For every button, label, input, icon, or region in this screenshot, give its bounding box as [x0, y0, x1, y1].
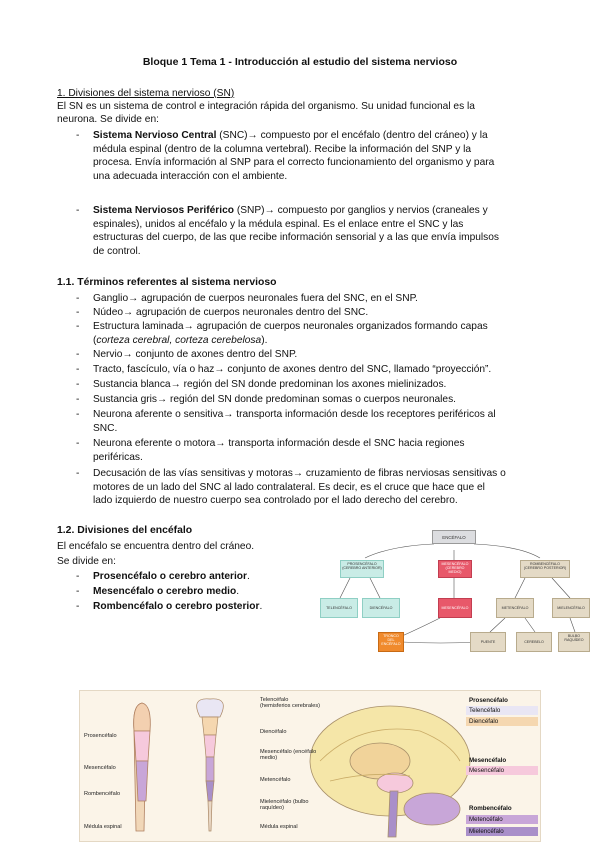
page-title: Bloque 1 Tema 1 - Introducción al estudio del sistema nervioso — [142, 56, 458, 68]
legend-prosencefalo: Prosencéfalo — [469, 697, 508, 704]
atlas-label: Mesencéfalo — [84, 765, 116, 771]
vesicle-mesencephalon — [204, 735, 216, 757]
term-sustancia-blanca: Sustancia blanca→ región del SN donde predominan los axones mielinizados. — [93, 379, 447, 390]
term-decusacion — [93, 467, 548, 508]
bullet-dash: - — [76, 364, 80, 375]
term-sustancia-gris: Sustancia gris→ región del SN donde predominan somas o cuerpos neuronales. — [93, 394, 456, 405]
flow-mielencefalo: MIELENCÉFALO — [552, 598, 590, 618]
connector — [402, 618, 440, 636]
bullet-dash: - — [76, 409, 80, 420]
term-line: lado izquierdo de nuestro cuerpo sea controlado por el lado derecho del cerebro. — [93, 495, 458, 507]
term-line: periféricas. — [93, 451, 143, 463]
term-nucleo: Núdeo→ agrupación de cuerpos neuronales dentro del SNC. — [93, 307, 369, 318]
bullet-dash: - — [76, 394, 80, 405]
snc-line: una adecuada interacción con el ambiente. — [93, 170, 288, 182]
legend-telencefalo: Telencéfalo — [466, 706, 538, 715]
vesicle-myelencephalon — [206, 781, 214, 801]
term-line: Neurona eferente o motora→ transporta información desde el SNC hacia regiones — [93, 438, 465, 449]
bullet-dash: - — [76, 438, 80, 449]
division-dot: . — [236, 586, 240, 597]
atlas-label: Prosencéfalo — [84, 733, 117, 739]
atlas-label: Mielencéfalo (bulbo raquídeo) — [260, 799, 309, 812]
tube-rhombencephalon — [136, 761, 148, 801]
snp-line: estructuras del cuerpo, de las que recibe información sensorial y a las que envía impulsos — [93, 232, 500, 244]
snp-definition — [93, 204, 548, 258]
term-line: Decusación de las vías sensitivas y motoras→ cruzamiento de fibras nerviosas sensitivas o — [93, 468, 506, 479]
section-1-2-heading: 1.2. Divisiones del encéfalo — [57, 525, 193, 536]
bullet-dash: - — [76, 379, 80, 390]
section-1-2-line: Se divide en: — [57, 556, 116, 567]
section-1-intro: El SN es un sistema de control e integración rápida del organismo. Su unidad funcional es la — [57, 101, 475, 112]
connector — [525, 618, 535, 632]
legend-metencefalo: Metencéfalo — [466, 815, 538, 824]
connector — [402, 642, 480, 643]
atlas-label: Diencéfalo — [260, 729, 287, 735]
division-name: Mesencéfalo o cerebro medio — [93, 586, 237, 597]
connector — [490, 618, 505, 632]
term-estructura-laminada — [93, 320, 548, 347]
flow-root: ENCÉFALO — [432, 530, 476, 544]
neural-tube — [134, 703, 151, 831]
bullet-dash: - — [76, 349, 80, 360]
connector — [552, 578, 570, 598]
section-1-intro-2: neurona. Se divide en: — [57, 114, 159, 125]
flow-rombencefalo: ROMBENCÉFALO (CEREBRO POSTERIOR) — [520, 560, 570, 578]
snc-line: médula espinal (dentro de la columna vertebral). Recibe la información del SNP y la — [93, 143, 472, 155]
flow-cerebelo: CEREBELO — [516, 632, 552, 652]
tube-mesencephalon — [134, 731, 150, 761]
legend-mesencefalo-sub: Mesencéfalo — [466, 766, 538, 775]
vesicle-metencephalon — [206, 757, 214, 781]
term-line: motores de un lado del SNC al lado contralateral. Es decir, es el cruce que hace que el — [93, 481, 485, 493]
connector — [474, 544, 540, 558]
flow-mesencefalo-sub: MESENCÉFALO — [438, 598, 472, 618]
atlas-label: Telencéfalo (hemisferios cerebrales) — [260, 697, 320, 710]
division-rombencefalo — [93, 600, 293, 614]
snc-term: Sistema Nervioso Central — [93, 130, 217, 141]
bullet-dash: - — [76, 307, 80, 318]
term-neurona-eferente — [93, 437, 548, 464]
division-mesencefalo — [93, 585, 293, 599]
brainstem — [388, 791, 398, 837]
snp-term: Sistema Nerviosos Periférico — [93, 205, 234, 216]
connector — [340, 578, 350, 598]
term-line: SNC. — [93, 422, 118, 434]
division-name: Prosencéfalo o cerebro anterior — [93, 571, 247, 582]
term-ganglio: Ganglio→ agrupación de cuerpos neuronales fuera del SNC, en el SNP. — [93, 293, 418, 304]
bullet-dash: - — [76, 586, 80, 597]
term-tracto: Tracto, fascículo, vía o haz→ conjunto de axones dentro del SNC, llamado “proyección”. — [93, 364, 492, 375]
flow-bulbo: BULBO RAQUÍDEO — [558, 632, 590, 652]
adult-brain — [310, 706, 470, 837]
bullet-dash: - — [76, 468, 80, 479]
term-examples: corteza cerebral, corteza cerebelosa — [96, 334, 262, 346]
snp-line: de control. — [93, 245, 141, 257]
legend-mielencefalo: Mielencéfalo — [466, 827, 538, 836]
flow-puente: PUENTE — [470, 632, 506, 652]
term-line: Neurona aferente o sensitiva→ transporta información desde los receptores periféricos al — [93, 409, 496, 420]
snc-definition — [93, 129, 548, 183]
vesicle-spinal-cord — [208, 801, 212, 831]
legend-diencefalo: Diencéfalo — [466, 717, 538, 726]
bullet-dash: - — [76, 293, 80, 304]
term-paren: ( — [93, 334, 97, 346]
atlas-label: Médula espinal — [260, 824, 298, 830]
connector — [570, 618, 575, 632]
term-paren: ). — [261, 334, 268, 346]
snp-line: espinales), unidos al encéfalo y la médula espinal. Es el enlace entre el SNC y las — [93, 218, 464, 230]
vesicle-telencephalon — [197, 699, 224, 717]
atlas-label: Médula espinal — [84, 824, 122, 830]
bullet-dash: - — [76, 571, 80, 582]
legend-mesencefalo: Mesencéfalo — [469, 757, 507, 764]
bullet-dash: - — [76, 321, 80, 332]
cerebellum — [404, 793, 460, 825]
term-line: Estructura laminada→ agrupación de cuerpos neuronales organizados formando capas — [93, 321, 488, 332]
legend-rombencefalo: Rombencéfalo — [469, 805, 512, 812]
atlas-label: Mesencéfalo (encéfalo medio) — [260, 749, 317, 762]
division-name: Rombencéfalo o cerebro posterior — [93, 601, 260, 612]
flow-tronco: TRONCO DEL ENCÉFALO — [378, 632, 404, 652]
vesicle-diencephalon — [202, 717, 218, 735]
term-neurona-aferente — [93, 408, 548, 435]
atlas-label: Metencéfalo — [260, 777, 291, 783]
bullet-dash: - — [76, 601, 80, 612]
vesicles — [197, 699, 224, 831]
section-1-heading: 1. Divisiones del sistema nervioso (SN) — [57, 88, 235, 99]
flow-prosencefalo: PROSENCÉFALO (CEREBRO ANTERIOR) — [340, 560, 384, 578]
division-dot: . — [259, 601, 263, 612]
encephalon-flowchart — [320, 520, 590, 670]
bullet-dash: - — [76, 130, 80, 141]
flow-mesencefalo: MESENCÉFALO (CEREBRO MEDIO) — [438, 560, 472, 578]
snp-line: (SNP)→ compuesto por ganglios y nervios (craneales y — [234, 205, 488, 216]
flow-telencefalo: TELENCÉFALO — [320, 598, 358, 618]
connector — [365, 544, 434, 558]
connector — [370, 578, 380, 598]
snc-line: (SNC)→ compuesto por el encéfalo (dentro del cráneo) y la — [216, 130, 488, 141]
tube-prosencephalon — [134, 703, 151, 731]
atlas-label: Rombencéfalo — [84, 791, 121, 797]
term-nervio: Nervio→ conjunto de axones dentro del SNP. — [93, 349, 298, 360]
flow-metencefalo: METENCÉFALO — [496, 598, 534, 618]
connector — [515, 578, 525, 598]
section-1-2-line: El encéfalo se encuentra dentro del cráneo. — [57, 541, 255, 552]
bullet-dash: - — [76, 205, 80, 216]
snc-line: procesa. Envía información al SNP para el correcto funcionamiento del organismo y para — [93, 157, 495, 169]
section-1-1-heading: 1.1. Términos referentes al sistema nervioso — [57, 277, 277, 288]
division-prosencefalo — [93, 570, 293, 584]
flow-diencefalo: DIENCÉFALO — [362, 598, 400, 618]
division-dot: . — [247, 571, 250, 582]
